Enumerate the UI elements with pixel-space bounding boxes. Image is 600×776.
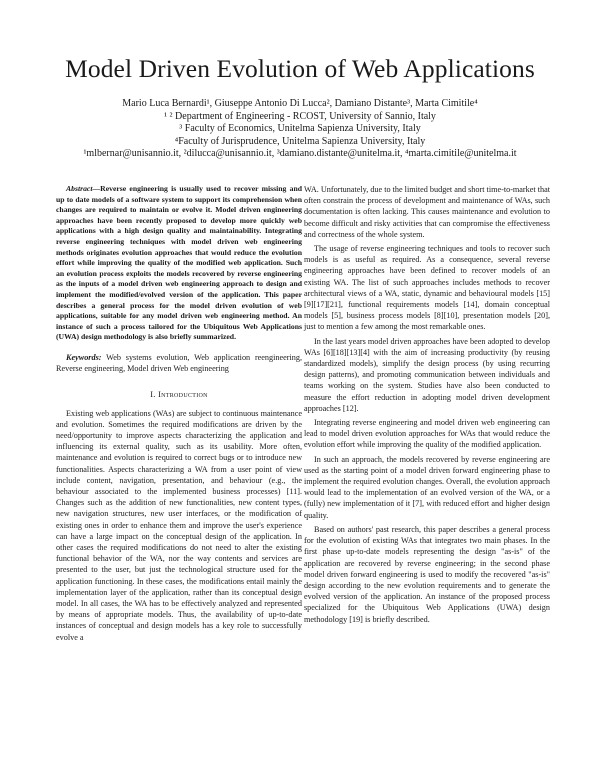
keywords-label: Keywords: — [66, 352, 102, 362]
left-column — [56, 184, 302, 643]
keywords — [56, 352, 302, 374]
abstract-text: Reverse engineering is usually used to recover missing and up to date models of a software system to support its comprehension when changes are required to maintain or evolve it. Model driven engineering approaches have been recently proposed to develop more quickly web applications with a high design quality and maintainability. Integrating reverse engineering techniques with model driven web engineering methods originates evolution approaches that would reduce the evolution effort while improving the quality of the modified web application. Such an evolution process exploits the models recovered by reverse engineering as the inputs of a model driven web engineering approach to design and implement the modified/evolved version of the application. This paper describes a general process for the model driven evolution of web applications, suitable for any model driven web engineering method. An instance of such a process tailored for the Ubiquitous Web Applications (UWA) design methodology is also briefly summarized. — [56, 184, 302, 342]
body-paragraph: In such an approach, the models recovered by reverse engineering are used as the starting point of a model driven forward engineering phase to implement the required evolution changes. Overall, the evolution approach would lead to the implementation of an evolved version of the WA, or a (fully) new implementation of it [7], with reduced effort and higher design quality. — [304, 454, 550, 520]
author-emails: ¹mlbernar@unisannio.it, ²dilucca@unisannio.it, ³damiano.distante@unitelma.it, ⁴marta.cimitile@unitelma.it — [83, 148, 517, 159]
author-list: Mario Luca Bernardi¹, Giuseppe Antonio Di Lucca², Damiano Distante³, Marta Cimitile⁴ — [122, 98, 478, 109]
body-paragraph: In the last years model driven approaches have been adopted to develop WAs [6][18][13][4] with the aim of increasing productivity (by reusing standardized models), simplify the design process (by using recurring design patterns), and promoting communication between individuals and teams working on the system. Studies have also been conducted to measure the effort reduction in adopting model driven development approaches [12]. — [304, 336, 550, 413]
paper-title: Model Driven Evolution of Web Applications — [65, 54, 535, 83]
body-paragraph: Based on authors' past research, this paper describes a general process for the evolution of existing WAs that integrates two main phases. In the first phase up-to-date models representing the design "as-is" of the application are recovered by reverse engineering; in the second phase model driven forward engineering is used to modify the recovered "as-is" design according to the new evolution requirements and to generate the evolved version of the application. An instance of the proposed process specialized for the Ubiquitous Web Applications (UWA) design methodology [19] is briefly described. — [304, 524, 550, 624]
affiliation-1: ¹ ² Department of Engineering - RCOST, University of Sannio, Italy — [164, 111, 436, 122]
section-heading: I. Introduction — [150, 390, 208, 400]
body-paragraph: Integrating reverse engineering and model driven web engineering can lead to model driven evolution approaches for WAs that would reduce the evolution effort while improving the quality of the modified application. — [304, 418, 550, 450]
affiliation-2: ³ Faculty of Economics, Unitelma Sapienza University, Italy — [179, 123, 421, 134]
affiliation-3: ⁴Faculty of Jurisprudence, Unitelma Sapienza University, Italy — [174, 136, 426, 147]
abstract — [56, 184, 302, 343]
body-paragraph: WA. Unfortunately, due to the limited budget and short time-to-market that often constrain the process of development and maintenance of WAs, such documentation is often lacking. This causes maintenance and evolution to become difficult and risky activities that can compromise the effectiveness and correctness of the whole system. — [304, 185, 550, 239]
keywords-text: Web systems evolution, Web application reengineering, Reverse engineering, Model driven Web engineering — [56, 352, 302, 374]
abstract-label: Abstract— — [66, 184, 101, 193]
body-paragraph: The usage of reverse engineering techniques and tools to recover such models is as useful as required. As a consequence, several reverse engineering approaches have been defined to recover models of an existing WA. The list of such approaches includes methods to recover architectural views of a WA, static, dynamic and behavioural models [15][9][17][21], functional requirements models [14], domain conceptual models [5], business process models [8][10], presentation models [20], just to mention a few among the most remarkable ones. — [304, 244, 550, 332]
body-paragraph: Existing web applications (WAs) are subject to continuous maintenance and evolution. Sometimes the required modifications are driven by the need/opportunity to improve aspects characterizing the application and influencing its external quality, such as its usability. More often, maintenance and evolution is required to correct bugs or to introduce new functionalities. Aspects characterizing a WA from a user point of view include content, navigation, presentation, and behaviour (e.g., the behaviour associated to the implemented business processes) [11]. Changes such as the addition of new functionalities, new content types, new navigation structures, new user interfaces, or the modification of existing ones in order to enhance them and improve the user's experience can have a large impact on the conceptual design of the application. In other cases the required modifications do not need to alter the existing functional behavior of the WA, nor the way contents and services are presented to the user, but just the technological structure used for the application functioning. In these cases, the modifications entail mainly the implementation layer of the application, rather than its conceptual design model. In all cases, the WA has to be effectively analyzed and represented by means of appropriate models. Thus, the availability of up-to-date instances of conceptual and design models has a key role to successfully evolve a — [56, 408, 302, 642]
right-column — [304, 184, 550, 625]
